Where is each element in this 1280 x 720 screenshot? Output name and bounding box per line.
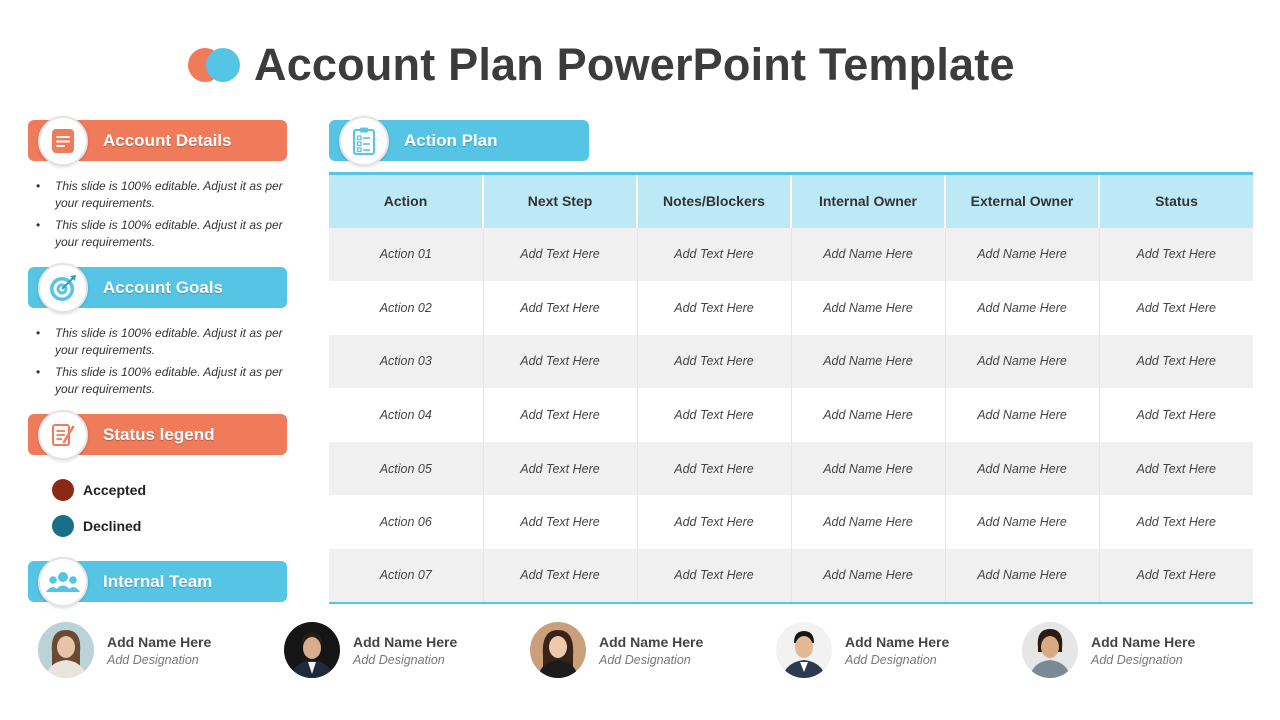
table-cell: Add Name Here [791,495,945,549]
bullet-item: • This slide is 100% editable. Adjust it as per your requirements. [36,364,286,398]
legend-declined-label: Declined [83,518,142,534]
team-member-designation: Add Designation [599,652,691,667]
team-icon [38,557,88,607]
blue-circle [206,48,240,82]
table-cell: Add Text Here [483,442,637,496]
table-cell: Add Text Here [483,228,637,282]
team-member-name: Add Name Here [845,633,950,650]
table-cell: Action 04 [329,388,483,442]
account-details-bullets [36,178,286,256]
table-cell: Add Text Here [637,228,791,282]
page-title: Account Plan PowerPoint Template [254,39,1015,90]
legend-accepted-label: Accepted [83,482,147,498]
table-cell: Add Text Here [637,442,791,496]
table-cell: Add Text Here [483,388,637,442]
status-legend-label: Status legend [103,424,215,444]
action-plan-table [329,172,1253,604]
team-member-designation: Add Designation [845,652,937,667]
bullet-item: • This slide is 100% editable. Adjust it as per your requirements. [36,217,286,251]
table-cell: Add Text Here [1136,300,1216,315]
column-header: Next Step [483,174,637,228]
column-header: Status [1099,174,1253,228]
table-cell: Add Name Here [945,495,1099,549]
table-cell: Add Name Here [791,549,945,603]
avatar [284,622,340,678]
table-cell: Action 01 [329,228,483,282]
team-member [530,622,703,678]
table-cell: Add Text Here [1099,549,1253,603]
table-cell: Add Text Here [1136,461,1216,476]
team-member-name: Add Name Here [107,633,212,650]
table-cell: Add Text Here [1136,247,1216,262]
table-cell: Add Text Here [637,549,791,603]
team-member-name: Add Name Here [353,633,458,650]
target-icon [38,263,88,313]
avatar [38,622,94,678]
table-row [329,228,1253,282]
action-plan-label: Action Plan [404,130,498,150]
account-goals-bullets [36,325,286,403]
table-cell: Add Name Here [945,335,1099,389]
table-cell: Add Text Here [1136,408,1216,423]
table-cell: Add Text Here [1136,354,1216,369]
table-cell: Add Name Here [945,442,1099,496]
table-cell: Add Text Here [1136,515,1216,530]
bullet-item: • This slide is 100% editable. Adjust it as per your requirements. [36,325,286,359]
bullet-item: • This slide is 100% editable. Adjust it as per your requirements. [36,178,286,212]
table-row [329,388,1253,442]
table-row [329,281,1253,335]
table-header-row [329,174,1253,228]
table-cell: Add Text Here [483,549,637,603]
table-cell: Add Name Here [791,335,945,389]
table-cell: Add Name Here [791,281,945,335]
team-member [776,622,949,678]
team-member-designation: Add Designation [107,652,199,667]
table-cell: Action 03 [329,335,483,389]
clipboard-checklist-icon [339,116,389,166]
table-cell: Add Name Here [945,549,1099,603]
overlapping-circles-logo [188,45,244,85]
table-cell: Add Name Here [791,442,945,496]
declined-dot [52,515,74,537]
column-header: Internal Owner [791,174,945,228]
table-cell: Add Name Here [945,388,1099,442]
table-row [329,442,1253,496]
table-cell: Add Text Here [637,335,791,389]
table-cell: Action 07 [329,549,483,603]
account-details-label: Account Details [103,130,232,150]
team-member-designation: Add Designation [353,652,445,667]
team-member [38,622,211,678]
table-row [329,549,1253,603]
table-cell: Add Name Here [945,228,1099,282]
internal-team-label: Internal Team [103,571,213,591]
accepted-dot [52,479,74,501]
table-cell: Add Text Here [483,281,637,335]
column-header: Action [329,174,483,228]
legend-accepted [52,479,146,501]
table-cell: Add Name Here [791,388,945,442]
team-member-name: Add Name Here [599,633,704,650]
table-row [329,335,1253,389]
table-cell: Action 06 [329,495,483,549]
table-cell: Add Text Here [637,388,791,442]
column-header: External Owner [945,174,1099,228]
table-cell: Add Text Here [483,335,637,389]
table-row [329,495,1253,549]
team-member [1022,622,1195,678]
account-goals-label: Account Goals [103,277,223,297]
avatar [530,622,586,678]
table-cell: Add Name Here [945,281,1099,335]
team-member-name: Add Name Here [1091,633,1196,650]
column-header: Notes/Blockers [637,174,791,228]
avatar [1022,622,1078,678]
team-member [284,622,457,678]
table-cell: Add Text Here [637,281,791,335]
table-cell: Add Text Here [483,495,637,549]
table-cell: Add Text Here [637,495,791,549]
legend-declined [52,515,141,537]
document-lines-icon [38,116,88,166]
team-member-designation: Add Designation [1091,652,1183,667]
table-cell: Action 05 [329,442,483,496]
table-cell: Add Name Here [791,228,945,282]
title-block [188,36,1015,94]
avatar [776,622,832,678]
table-cell: Action 02 [329,281,483,335]
checklist-pencil-icon [38,410,88,460]
